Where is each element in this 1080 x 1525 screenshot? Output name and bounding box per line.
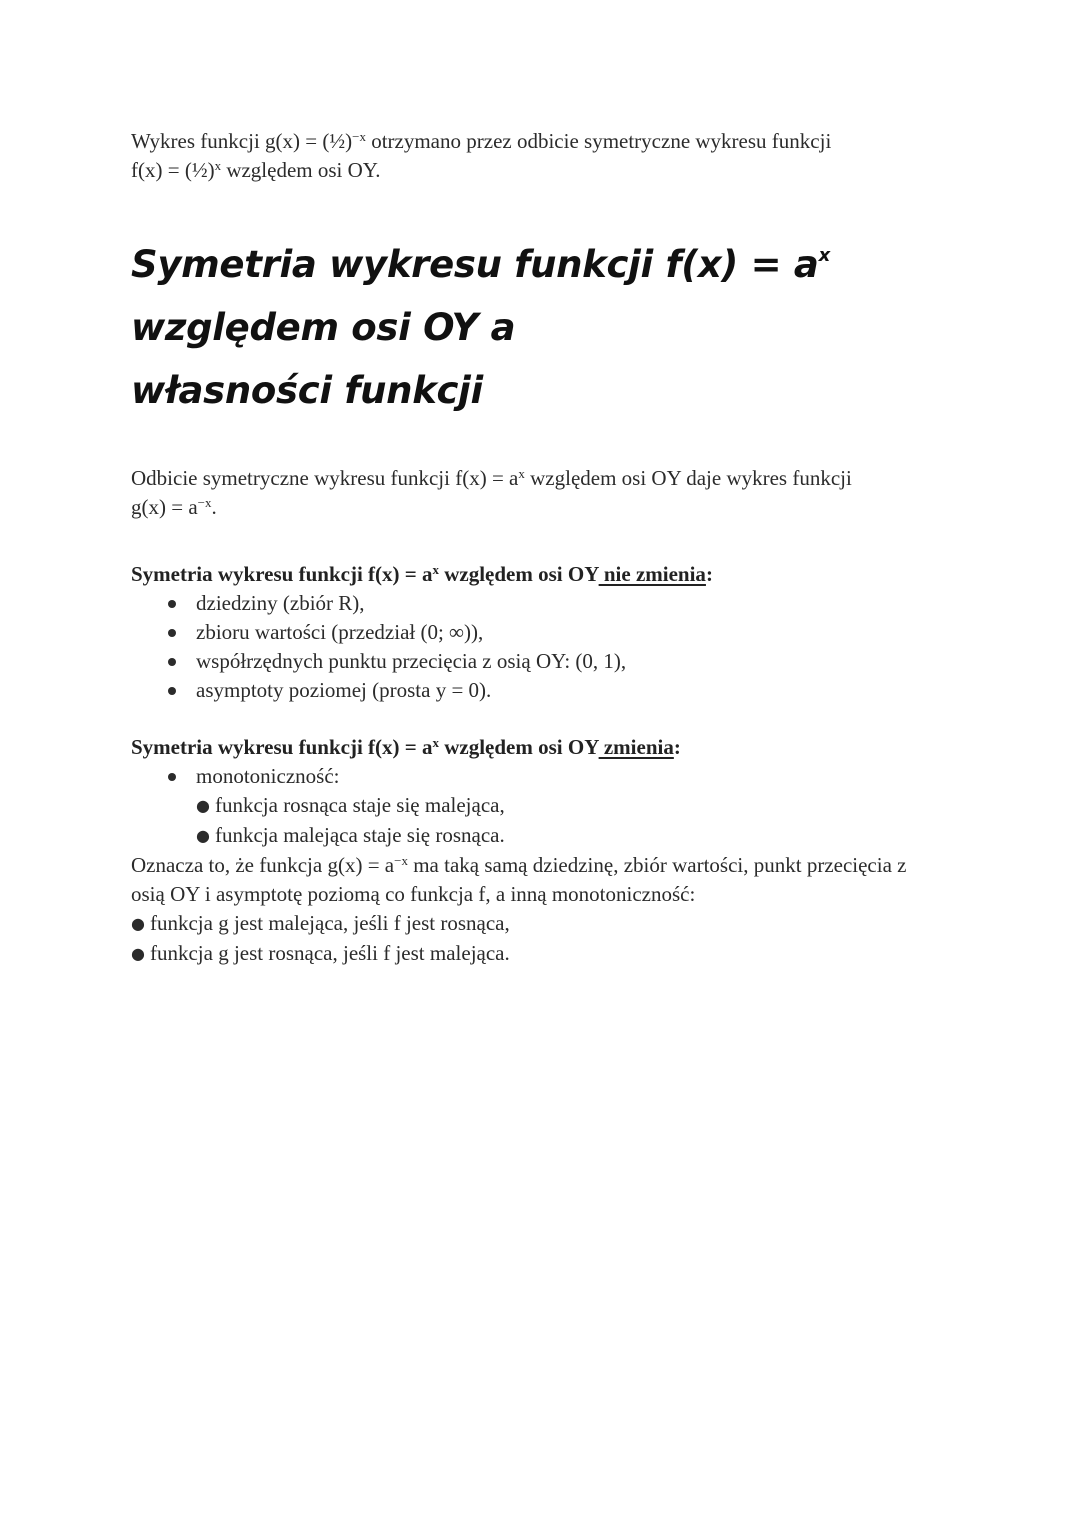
intro-text-2: otrzymano przez odbicie symetryczne wykresu funkcji [365, 129, 832, 153]
reflection-text-4: . [211, 495, 217, 519]
document-page [131, 127, 971, 969]
list-item: współrzędnych punktu przecięcia z osią OY: (0, 1), [131, 647, 971, 676]
monotonicity-sub-item [131, 791, 971, 821]
conclusion-item-text: funkcja g jest malejąca, jeśli f jest rosnąca, [149, 911, 510, 935]
unchanged-heading-underlined: nie zmienia [598, 562, 706, 586]
conclusion-text-1: Oznacza to, że funkcja g(x) = a [131, 853, 395, 877]
intro-text-1: Wykres funkcji g(x) = (½) [131, 129, 353, 153]
intro-text-4: względem osi OY. [221, 158, 381, 182]
conclusion-item [131, 909, 971, 939]
list-item: zbioru wartości (przedział (0; ∞)), [131, 618, 971, 647]
reflection-exponent-2: −x [197, 495, 212, 510]
sub-item-text: funkcja rosnąca staje się malejąca, [214, 793, 505, 817]
bullet-icon: ● [196, 796, 210, 815]
changed-heading-underlined: zmienia [598, 735, 674, 759]
sub-item-text: funkcja malejąca staje się rosnąca. [214, 823, 505, 847]
intro-paragraph [131, 127, 971, 185]
unchanged-heading-colon: : [705, 562, 713, 586]
intro-exponent-1: −x [352, 129, 366, 144]
reflection-text-1: Odbicie symetryczne wykresu funkcji f(x) = a [131, 466, 519, 490]
changed-properties-block [131, 733, 971, 969]
list-item: asymptoty poziomej (prosta y = 0). [131, 676, 971, 705]
list-item: dziedziny (zbiór R), [131, 589, 971, 618]
bullet-icon: ● [131, 914, 145, 933]
changed-properties-heading [131, 733, 971, 762]
list-item: monotoniczność: [131, 762, 971, 791]
heading-text-2: względem osi OY a [131, 306, 516, 349]
changed-heading-text-1: Symetria wykresu funkcji f(x) = a [131, 735, 433, 759]
unchanged-properties-heading [131, 560, 971, 589]
changed-heading-exponent: x [432, 735, 439, 750]
changed-properties-list [131, 762, 971, 791]
intro-exponent-2: x [214, 158, 222, 173]
heading-text-1: Symetria wykresu funkcji f(x) = a [131, 243, 819, 286]
intro-text-3: f(x) = (½) [131, 158, 215, 182]
section-heading [131, 224, 971, 422]
conclusion-item-text: funkcja g jest rosnąca, jeśli f jest malejąca. [149, 941, 510, 965]
monotonicity-sub-item [131, 821, 971, 851]
unchanged-properties-block [131, 560, 971, 705]
changed-heading-text-2: względem osi OY [438, 735, 599, 759]
unchanged-heading-exponent: x [432, 562, 439, 577]
reflection-text-2: względem osi OY daje wykres funkcji [524, 466, 852, 490]
changed-heading-colon: : [673, 735, 681, 759]
conclusion-exponent: −x [394, 853, 408, 868]
unchanged-heading-text-2: względem osi OY [438, 562, 599, 586]
conclusion-paragraph [131, 851, 971, 909]
unchanged-heading-text-1: Symetria wykresu funkcji f(x) = a [131, 562, 433, 586]
conclusion-text-3: osią OY i asymptotę poziomą co funkcja f, a inną monotoniczność: [131, 882, 696, 906]
heading-exponent: x [818, 245, 830, 266]
unchanged-properties-list [131, 589, 971, 705]
bullet-icon: ● [131, 944, 145, 963]
reflection-exponent-1: x [518, 466, 525, 481]
conclusion-item [131, 939, 971, 969]
heading-text-3: własności funkcji [131, 369, 483, 412]
reflection-text-3: g(x) = a [131, 495, 198, 519]
bullet-icon: ● [196, 826, 210, 845]
reflection-paragraph [131, 464, 971, 522]
conclusion-text-2: ma taką samą dziedzinę, zbiór wartości, punkt przecięcia z [407, 853, 907, 877]
